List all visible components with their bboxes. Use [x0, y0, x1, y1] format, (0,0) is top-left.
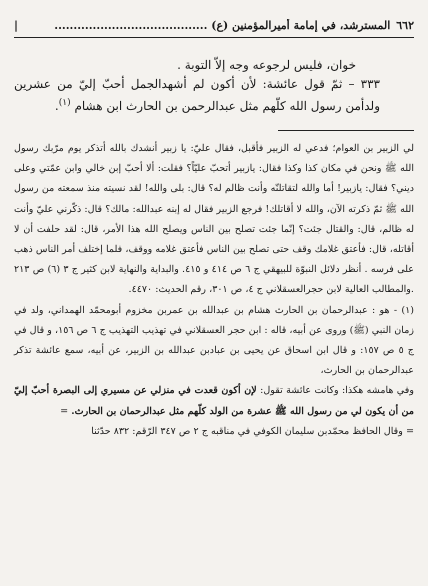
header-mark: |: [14, 18, 19, 32]
main-paragraph-333: [14, 75, 414, 116]
footnote-2: [14, 381, 414, 421]
page-header: [14, 16, 414, 38]
footnote-2-tail: =: [60, 405, 69, 417]
footnote-1: (١) - هو : عبدالرحمان بن الحارث هشام بن عبدالله بن عمربن مخزوم أبومحمّد الهمداني، ولد في زمان النبي (ﷺ) وروى عن أبيه، قاله : ابن حجر العسقلاني في تهذيب التهذيب ج ٦ ص ١٥٦، و قال في ج ٥ ص ١٥٧: و قال ابن اسحاق عن يحيى بن عبادبن عبدالله بن الزبير، عن أبيه، سمع عائشة تذكر عبدالرحمان بن الحارث،: [14, 304, 414, 377]
page-number: ٦٦٢: [396, 18, 414, 32]
footnote-3: = وقال الحافظ محمّدبن سليمان الكوفي في مناقبه ج ٢ ص ٣٤٧ الرّقم: ٨٣٢ حدّثنا: [91, 425, 414, 437]
running-title: المسترشد، في إمامة أميرالمؤمنين (ع) ........................................: [54, 18, 391, 32]
footnotes: [14, 139, 414, 442]
footnote-2-intro: وفي هامشه هكذا: وكانت عائشة تقول:: [260, 385, 414, 397]
footnote-separator: [278, 130, 414, 131]
main-text: [14, 56, 414, 116]
paragraph-333-text: ٣٣٣ – ثمّ قول عائشة: لأن أكون لم أشهدالجمل أحبّ إليّ من عشرين ولدأمن رسول الله كلّهم مثل عبدالرحمن بن الحارث ابن هشام: [14, 77, 380, 113]
main-line-1: خوان، فليس لرجوعه وجه إلاّ التوبة .: [177, 58, 356, 72]
footnote-2-quote: لإن أكون قعدت في منزلي عن مسيري إلى البصرة أحبّ إليّ من أن يكون لي من رسول الله ﷺ عشرة من الولد كلّهم مثل عبدالرحمان بن الحارث.: [14, 385, 414, 417]
footnote-reference[interactable]: (١): [58, 98, 71, 108]
paragraph-333-end: .: [54, 99, 59, 113]
footnote-continuation: لي الزبير بن العوام؛ فدعي له الزبير فأقبل، فقال عليّ: يا زبير أنشدك بالله أتذكر يوم مرّبك رسول الله ﷺ ونحن في مكان كذا وكذا فقال: يازبير أتحبّ عليّاً؟ فقلت: ألا أحبّ إبن خالي وابن عمّتي وعلى ديني؟ فقال: يازبير! أما والله لتقاتلنّه وأنت ظالم له؟ قال: بلى والله! لقد نسيته منذ سمعته من رسول الله ﷺ ثمّ ذكرته الآن، والله لا أقاتلك! فرجع الزبير فقال له إبنه عبدالله: مالك؟ قال: ذكّرني عليّ وأنت له ظالم، قال: والقتال جئت؟ إنّما جئت تصلح بين الناس ويصلح الله هذا الأمر، قال: لقد حلفت أن لا أقاتله، قال: فأعتق غلامك وقف حتى تصلح بين الناس فأعتق غلامه ووقف، فلما إختلف أمر الناس ذهب على فرسه . أنظر دلائل النبوّة للبيهقي ج ٦ ص ٤١٤ و ٤١٥. والبداية والنهاية لابن كثير ج ٣ (٦) ص ٢١٣ .والمطالب العالية لابن حجرالعسقلاني ج ٤، ص ٣٠١، رقم الحديث: ٤٤٧٠.: [14, 143, 415, 296]
